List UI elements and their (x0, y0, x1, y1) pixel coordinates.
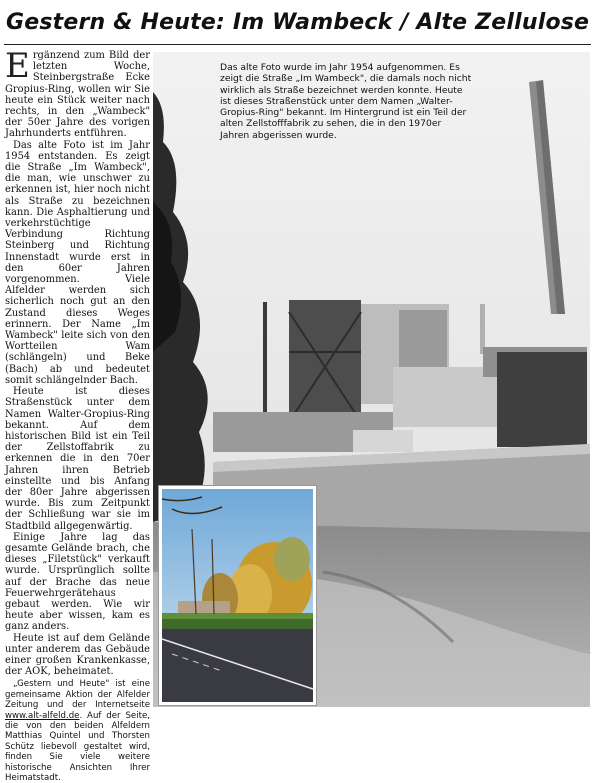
credits-text-b: . Auf der Seite, die von den beiden Alfeldern Matthias Quintel und Thorsten Schütz liebevoll gestaltet wird, finden Sie viele weitere historische Ansichten Ihrer Heimatstadt. (5, 710, 150, 783)
headline-rule (4, 44, 591, 45)
paragraph-intro (5, 46, 150, 140)
drop-cap: E (5, 46, 30, 86)
inset-photo-graphic (162, 489, 313, 702)
article-column (5, 46, 150, 783)
paragraph-aok: Heute ist auf dem Gelände unter anderem das Gebäude einer großen Krankenkasse, der AOK, beheimatet. (5, 632, 150, 678)
paragraph-credits (5, 679, 150, 783)
headline: Gestern & Heute: Im Wambeck / Alte Zellulose (6, 10, 590, 35)
paragraph-1954: Das alte Foto ist im Jahr 1954 entstanden. Es zeigt die Straße „Im Wambeck", die man, wie unschwer zu erkennen ist, hier noch nicht als Straße zu bezeichnen kann. Die Asphaltierung und verkehrstüchtige Verbindung Richtung Steinberg und Richtung Innenstadt wurde erst in den 60er Jahren vorgenommen. Viele Alfelder werden sich sicherlich noch gut an den Zustand dieses Weges erinnern. Der Name „Im Wambeck" leite sich von den Wortteilen Wam (schlängeln) und Beke (Bach) ab und bedeutet somit schlängelnder Bach. (5, 139, 150, 386)
paragraph-today: Heute ist dieses Straßenstück unter dem Namen Walter-Gropius-Ring bekannt. Auf dem historischen Bild ist ein Teil der Zellstoffabrik zu erkennen die in den 70er Jahren ihren Betrieb einstellte und bis Anfang der 80er Jahre abgerissen wurde. Bis zum Zeitpunkt der Schließung war sie im Stadtbild allgegenwärtig. (5, 386, 150, 532)
credits-text-a: „Gestern und Heute" ist eine gemeinsame Aktion der Alfelder Zeitung und der Internetseite (5, 679, 150, 711)
paragraph-brache: Einige Jahre lag das gesamte Gelände brach, che dieses „Filetstück" verkauft wurde. Ursprünglich sollte auf der Brache das neue Feuerwehrgerätehaus gebaut werden. Wie wir heute aber wissen, kam es ganz anders. (5, 531, 150, 633)
website-link[interactable]: www.alt-alfeld.de (5, 710, 80, 721)
paragraph-intro-text: rgänzend zum Bild der letzten Woche, Steinbergstraße Ecke Gropius-Ring, wollen wir Sie heute ein Stück weiter nach rechts, in den „Wambeck" der 50er Jahre des vorigen Jahrhunderts entführen. (5, 50, 150, 140)
inset-photo-today (159, 486, 316, 705)
photo-caption: Das alte Foto wurde im Jahr 1954 aufgenommen. Es zeigt die Straße „Im Wambeck", die damals noch nicht wirklich als Straße bezeichnet werden konnte. Heute ist dieses Straßenstück unter dem Namen „Walter-Gropius-Ring" bekannt. Im Hintergrund ist ein Teil der alten Zellstofffabrik zu sehen, die in den 1970er Jahren abgerissen wurde. (220, 62, 472, 141)
